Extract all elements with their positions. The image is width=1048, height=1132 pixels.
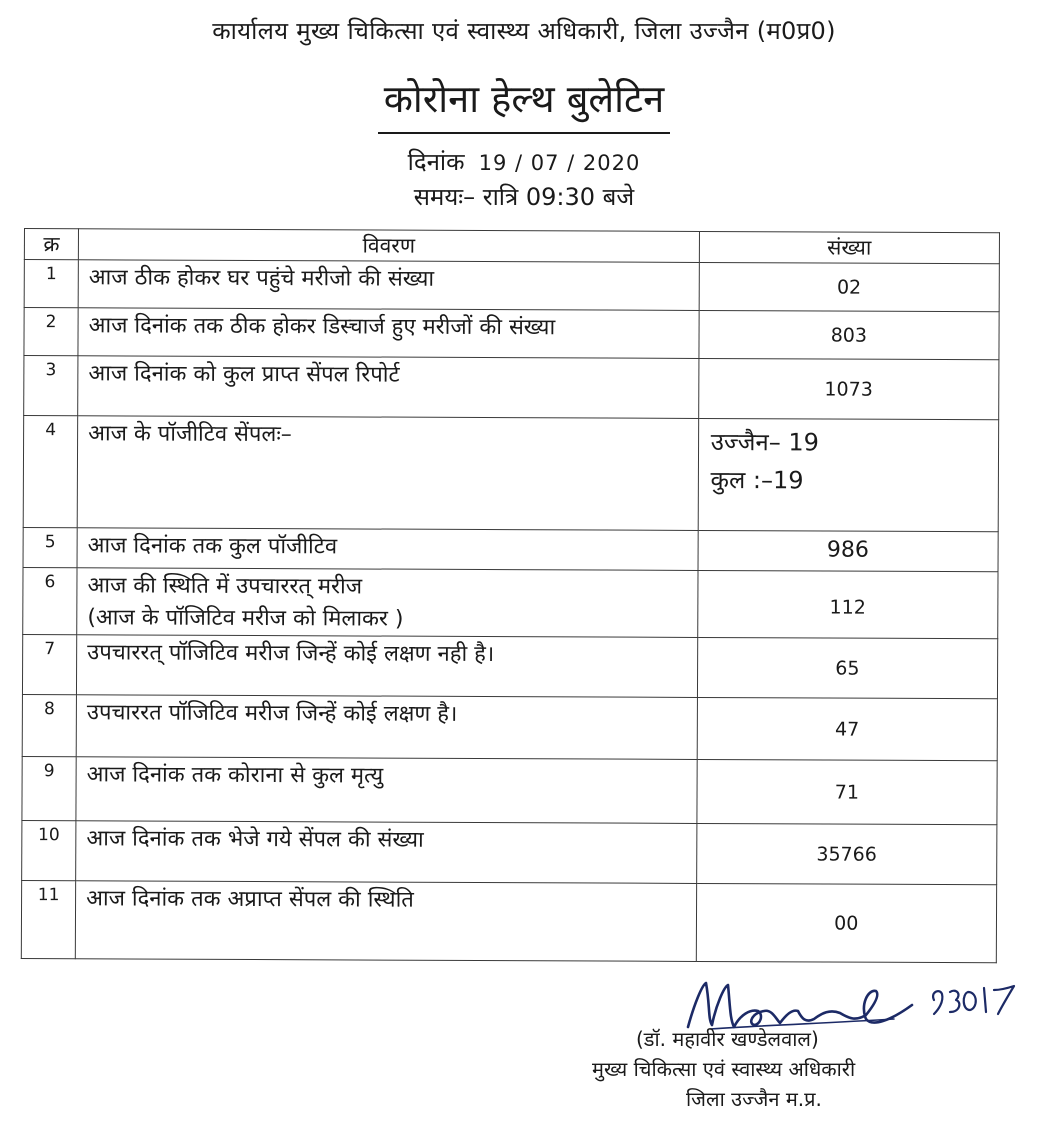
row-description: आज दिनांक तक कुल पॉजीटिव [77,528,698,571]
row-description: आज की स्थिति में उपचाररत् मरीज [87,573,363,600]
row-sn: 4 [23,416,78,528]
date-line [0,145,1048,178]
row-description: आज दिनांक तक कोराना से कुल मृत्यु [76,757,697,824]
row-sn: 11 [21,880,75,958]
bulletin-title-wrap [0,72,1048,134]
row-description: आज दिनांक तक अप्राप्त सेंपल की स्थिति [75,881,696,962]
row-count: 47 [697,697,998,760]
row-sn: 1 [24,260,78,308]
row-count: 1073 [698,358,999,419]
row-description: आज दिनांक तक भेजे गये सेंपल की संख्या [76,821,697,884]
officer-district: जिला उज्जैन म.प्र. [686,1087,822,1111]
date-label: दिनांक [407,148,465,176]
row-description-multi [77,568,698,638]
count-total: कुल :–19 [710,465,804,495]
row-sn: 10 [22,820,76,880]
row-sn: 7 [22,634,76,694]
row-count-breakdown [698,418,999,531]
row-count: 803 [699,310,1000,359]
table-row [23,416,998,532]
row-count: 71 [697,759,998,824]
table-row [24,308,999,360]
row-sn: 9 [22,756,76,820]
table-row [23,567,998,638]
header-description: विवरण [78,229,699,263]
table-row [22,634,997,698]
row-sn: 3 [24,356,78,416]
header-count: संख्या [699,231,999,263]
row-sn: 2 [24,308,78,356]
row-count: 65 [697,637,998,698]
table-row [24,260,999,312]
row-sn: 8 [22,694,76,756]
table-row [22,694,997,760]
office-heading: कार्यालय मुख्य चिकित्सा एवं स्वास्थ्य अधिकारी, जिला उज्जैन (म0प्र0) [212,17,836,45]
handwritten-date [928,980,1028,1020]
count-ujjain: उज्जैन– 19 [710,427,819,457]
table-header-row [24,229,999,264]
officer-name: (डॉ. महावीर खण्डेलवाल) [636,1027,819,1051]
time-line: समयः– रात्रि 09:30 बजे [413,183,635,211]
header-sn: क्र [24,229,78,260]
row-description: उपचाररत् पॉजिटिव मरीज जिन्हें कोई लक्षण नही है। [77,635,698,698]
row-sn: 6 [23,567,77,634]
row-sn: 5 [23,527,77,567]
table-row [24,356,999,420]
row-count: 00 [696,883,997,962]
officer-designation: मुख्य चिकित्सा एवं स्वास्थ्य अधिकारी [592,1057,856,1081]
bulletin-table [21,228,1000,963]
row-count: 986 [698,530,998,571]
row-count: 112 [697,570,998,638]
row-description: आज दिनांक को कुल प्राप्त सेंपल रिपोर्ट [78,356,699,419]
table-row [22,756,997,824]
bulletin-title: कोरोना हेल्थ बुलेटिन [378,72,671,134]
row-count: 35766 [696,823,997,884]
row-description: आज के पॉजीटिव सेंपलः– [77,416,698,531]
row-description: आज ठीक होकर घर पहुंचे मरीजो की संख्या [78,260,699,311]
table-row [21,880,996,962]
table-row [22,820,997,884]
row-description: आज दिनांक तक ठीक होकर डिस्चार्ज हुए मरीजों की संख्या [78,308,699,359]
row-count: 02 [699,262,1000,311]
date-value: 19 / 07 / 2020 [478,151,641,175]
row-description: उपचाररत पॉजिटिव मरीज जिन्हें कोई लक्षण है। [76,695,697,760]
table-row [23,527,998,571]
row-description-note: (आज के पॉजिटिव मरीज को मिलाकर ) [87,605,404,632]
